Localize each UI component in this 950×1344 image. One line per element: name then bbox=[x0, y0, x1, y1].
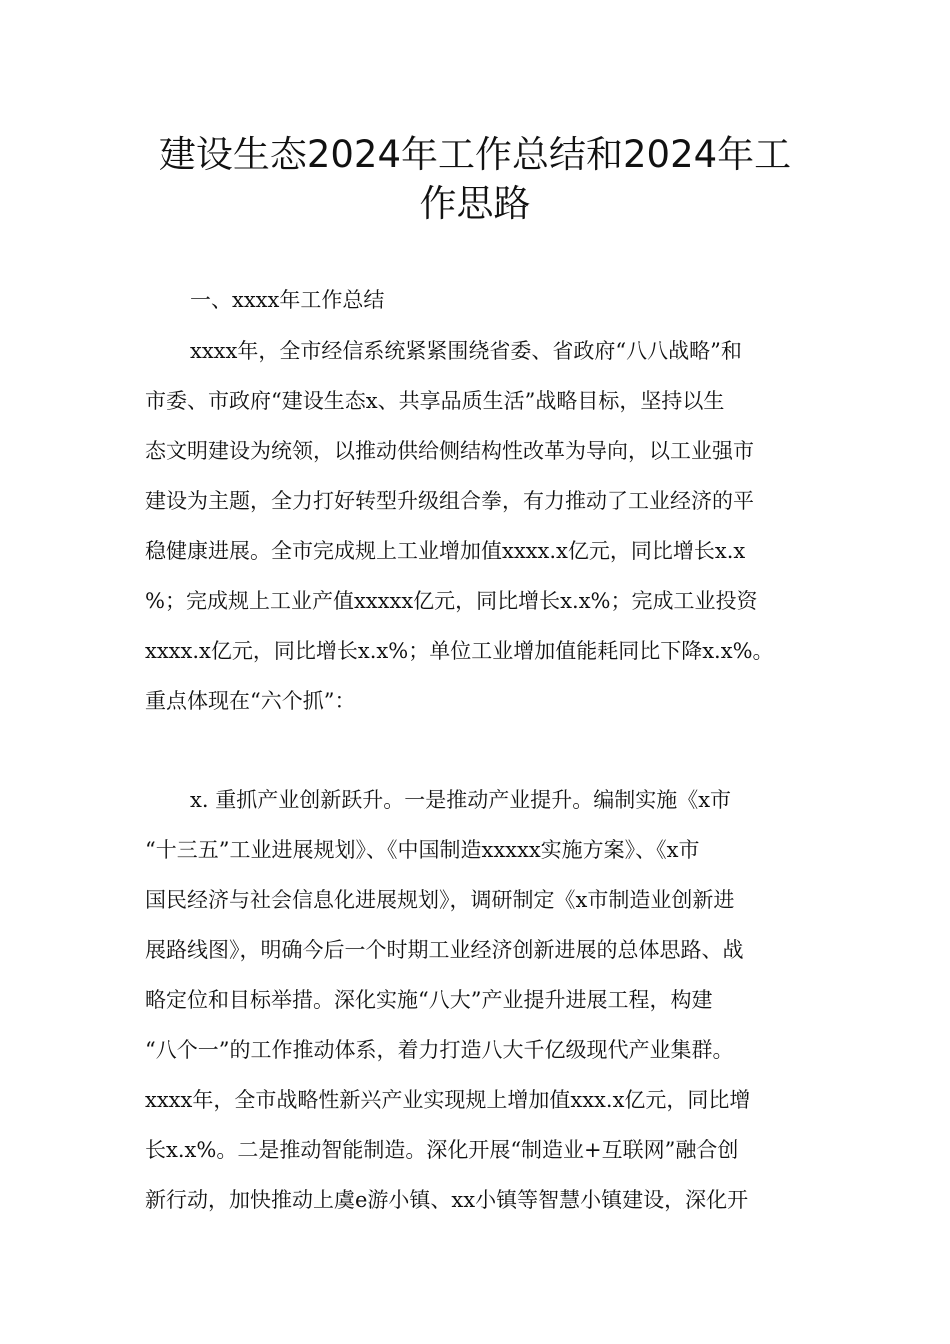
paragraph-line: “十三五”工业进展规划》、《中国制造xxxxx实施方案》、《x市 bbox=[145, 838, 700, 862]
paragraph-line: xxxx.x亿元，同比增长x.x%；单位工业增加值能耗同比下降x.x%。 bbox=[145, 639, 774, 663]
paragraph-line: 重点体现在“六个抓”： bbox=[145, 689, 356, 713]
document-title-line-1: 建设生态2024年工作总结和2024年工 bbox=[158, 133, 792, 176]
paragraph-line: %；完成规上工业产值xxxxx亿元，同比增长x.x%；完成工业投资 bbox=[145, 589, 758, 613]
paragraph-line: 态文明建设为统领，以推动供给侧结构性改革为导向，以工业强市 bbox=[145, 439, 754, 463]
paragraph-line: 长x.x%。二是推动智能制造。深化开展“制造业+互联网”融合创 bbox=[145, 1138, 739, 1162]
paragraph-line: 市委、市政府“建设生态x、共享品质生活”战略目标，坚持以生 bbox=[145, 389, 725, 413]
document-title-line-2: 作思路 bbox=[419, 182, 531, 225]
paragraph-line: xxxx年，全市战略性新兴产业实现规上增加值xxx.x亿元，同比增 bbox=[145, 1088, 751, 1112]
paragraph-line: 稳健康进展。全市完成规上工业增加值xxxx.x亿元，同比增长x.x bbox=[145, 539, 746, 563]
paragraph-line: 国民经济与社会信息化进展规划》，调研制定《x市制造业创新进 bbox=[145, 888, 735, 912]
paragraph-line: 略定位和目标举措。深化实施“八大”产业提升进展工程，构建 bbox=[145, 988, 713, 1012]
paragraph-line: 展路线图》，明确今后一个时期工业经济创新进展的总体思路、战 bbox=[145, 938, 744, 962]
paragraph-line: x. 重抓产业创新跃升。一是推动产业提升。编制实施《x市 bbox=[190, 788, 732, 812]
paragraph-line: xxxx年，全市经信系统紧紧围绕省委、省政府“八八战略”和 bbox=[190, 339, 742, 363]
paragraph-line: 新行动，加快推动上虞e游小镇、xx小镇等智慧小镇建设，深化开 bbox=[145, 1188, 749, 1212]
section-heading: 一、xxxx年工作总结 bbox=[190, 288, 385, 312]
paragraph-line: 建设为主题，全力打好转型升级组合拳，有力推动了工业经济的平 bbox=[145, 489, 754, 513]
paragraph-line: “八个一”的工作推动体系，着力打造八大千亿级现代产业集群。 bbox=[145, 1038, 734, 1062]
